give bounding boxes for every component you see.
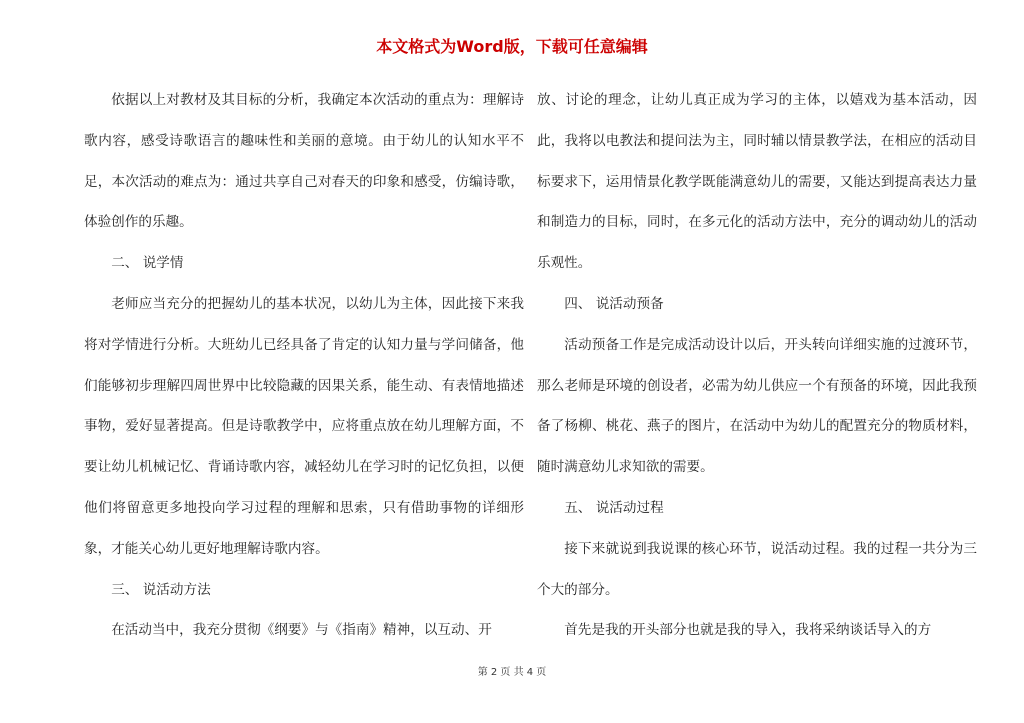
section-heading-5: 五、 说活动过程 — [564, 499, 664, 516]
paragraph: 在活动当中，我充分贯彻《纲要》与《指南》精神，以互动、开 — [111, 622, 492, 639]
paragraph: 活动预备工作是完成活动设计以后，开头转向详细实施的过渡环节，那么老师是环境的创设者，必需为幼儿供应一个有预备的环境，因此我预备了杨柳、桃花、燕子的图片，在活动中为幼儿的配置充分的物质材料，随时满意幼儿求知欲的需要。 — [537, 336, 977, 476]
word-format-banner: 本文格式为Word版，下载可任意编辑 — [376, 37, 648, 56]
paragraph: 老师应当充分的把握幼儿的基本状况，以幼儿为主体，因此接下来我将对学情进行分析。大班幼儿已经具备了肯定的认知力量与学问储备，他们能够初步理解四周世界中比较隐藏的因果关系，能生动、有表情地描述事物，爱好显著提高。但是诗歌教学中，应将重点放在幼儿理解方面，不要让幼儿机械记忆、背诵诗歌内容，减轻幼儿在学习时的记忆负担，以便他们将留意更多地投向学习过程的理解和思索，只有借助事物的详细形象，才能关心幼儿更好地理解诗歌内容。 — [84, 295, 524, 557]
paragraph: 首先是我的开头部分也就是我的导入，我将采纳谈话导入的方 — [564, 622, 932, 639]
paragraph: 依据以上对教材及其目标的分析，我确定本次活动的重点为：理解诗歌内容，感受诗歌语言的趣味性和美丽的意境。由于幼儿的认知水平不足，本次活动的难点为：通过共享自己对春天的印象和感受，仿编诗歌，体验创作的乐趣。 — [84, 92, 524, 231]
paragraph: 放、讨论的理念，让幼儿真正成为学习的主体，以嬉戏为基本活动，因此，我将以电教法和提问法为主，同时辅以情景教学法，在相应的活动目标要求下，运用情景化教学既能满意幼儿的需要，又能达到提高表达力量和制造力的目标，同时，在多元化的活动方法中，充分的调动幼儿的活动乐观性。 — [537, 92, 977, 272]
left-text-column — [84, 80, 524, 651]
right-text-column — [537, 80, 977, 651]
page-number-footer: 第 2 页 共 4 页 — [477, 667, 547, 678]
paragraph: 接下来就说到我说课的核心环节，说活动过程。我的过程一共分为三个大的部分。 — [537, 540, 977, 598]
section-heading-3: 三、 说活动方法 — [111, 581, 211, 598]
section-heading-2: 二、 说学情 — [111, 255, 184, 272]
section-heading-4: 四、 说活动预备 — [564, 295, 664, 312]
